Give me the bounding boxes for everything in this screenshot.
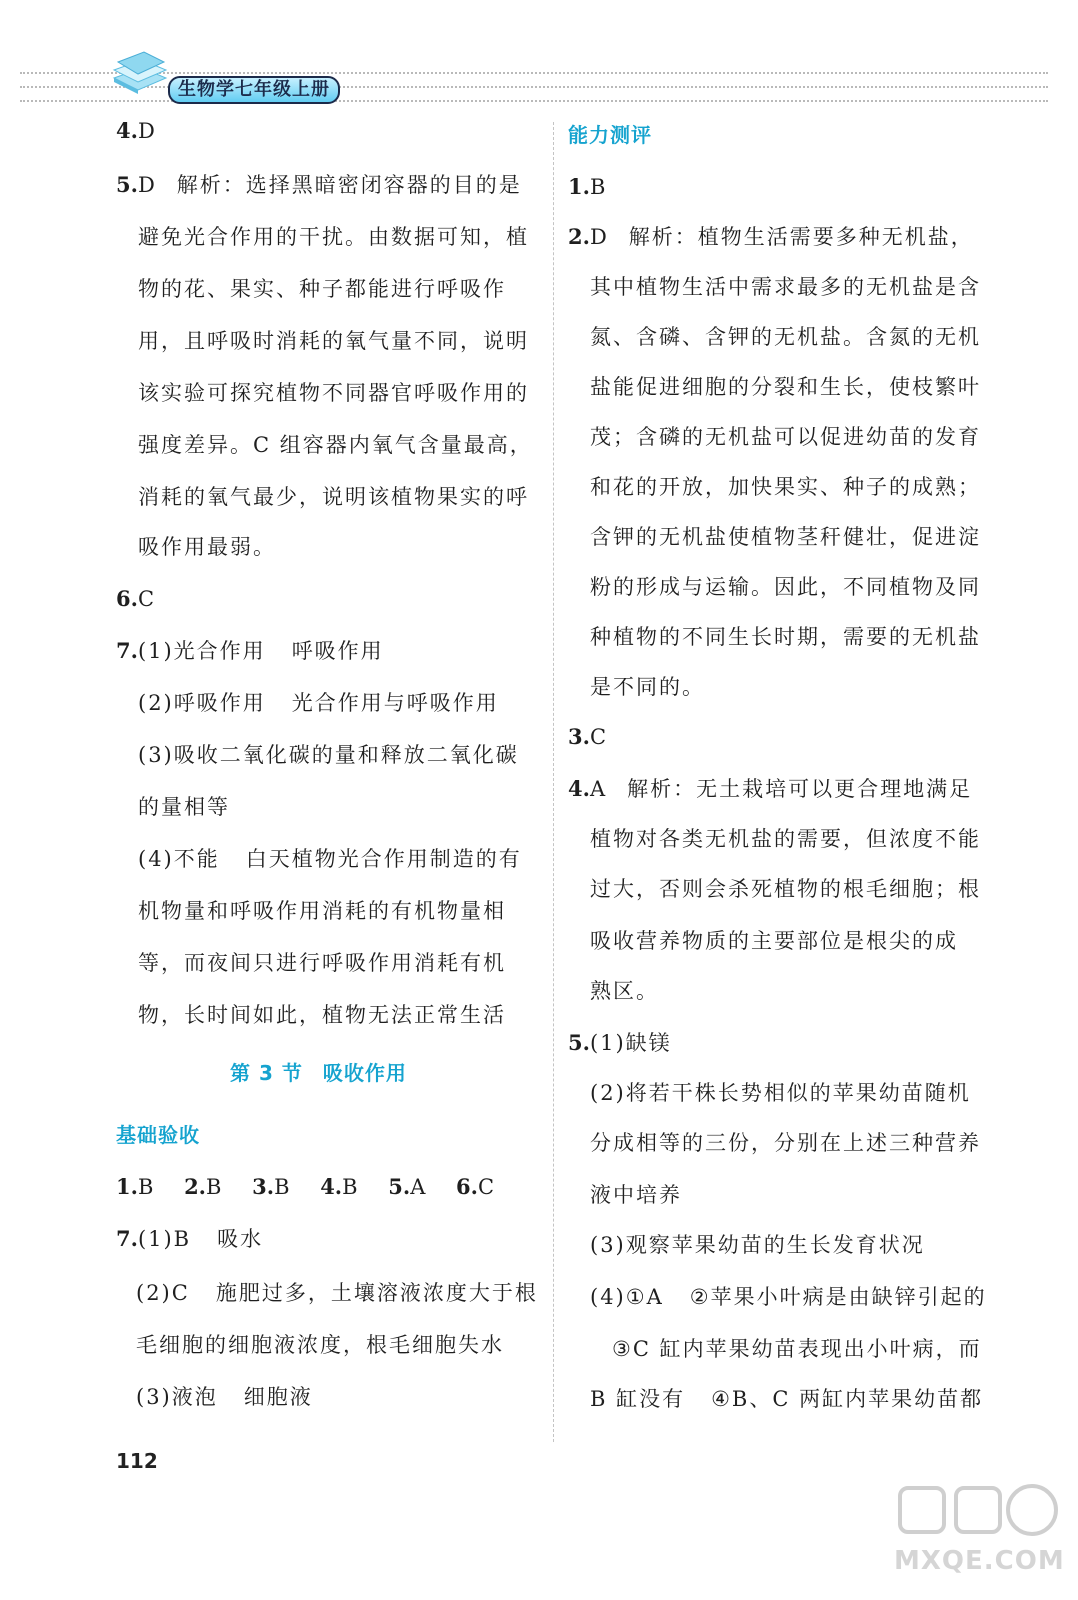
- answer-5-line: 强度差异。C 组容器内氧气含量最高，: [138, 433, 533, 457]
- right-answer-2: 2.D 解析：植物生活需要多种无机盐，: [568, 224, 974, 249]
- answer-7-part-1: 7.(1)光合作用 呼吸作用: [116, 638, 384, 663]
- watermark-logo-icon: [894, 1480, 1064, 1546]
- answer-7-part-2: (2)呼吸作用 光合作用与呼吸作用: [138, 691, 499, 715]
- right-answer-2-line: 粉的形成与运输。因此，不同植物及同: [590, 575, 981, 599]
- answer-5-line: 消耗的氧气最少，说明该植物果实的呼: [138, 485, 529, 509]
- answer-5-line: 避免光合作用的干扰。由数据可知，植: [138, 225, 529, 249]
- watermark: [894, 1480, 1064, 1590]
- right-answer-5-part-2-line: 液中培养: [590, 1183, 682, 1207]
- right-answer-2-line: 种植物的不同生长时期，需要的无机盐: [590, 625, 981, 649]
- answer-5-line: 物的花、果实、种子都能进行呼吸作: [138, 277, 506, 301]
- right-answer-2-line: 盐能促进细胞的分裂和生长，使枝繁叶: [590, 375, 981, 399]
- answer-5-line: 用，且呼吸时消耗的氧气量不同，说明: [138, 329, 529, 353]
- basic-answer-7-part-2-line: 毛细胞的细胞液浓度，根毛细胞失水: [136, 1333, 504, 1357]
- basic-answers-row: 1.B 2.B 3.B 4.B 5.A 6.C: [116, 1174, 497, 1199]
- right-answer-5-part-2: (2)将若干株长势相似的苹果幼苗随机: [590, 1081, 971, 1105]
- right-answer-4: 4.A 解析：无土栽培可以更合理地满足: [568, 776, 973, 801]
- right-answer-5-part-3: (3)观察苹果幼苗的生长发育状况: [590, 1233, 925, 1257]
- basic-answer-7-part-3: (3)液泡 细胞液: [136, 1385, 313, 1409]
- right-answer-1: 1.B: [568, 174, 608, 199]
- header-title: 生物学七年级上册: [168, 76, 340, 104]
- column-divider: [553, 122, 554, 1442]
- answer-7-part-3-line: 的量相等: [138, 795, 230, 819]
- right-answer-5-part-4-line: B 缸没有 ④B、C 两缸内苹果幼苗都: [590, 1387, 984, 1411]
- right-answer-2-line: 茂；含磷的无机盐可以促进幼苗的发育: [590, 425, 981, 449]
- answer-7-part-4-line: 物，长时间如此，植物无法正常生活: [138, 1003, 506, 1027]
- right-answer-3: 3.C: [568, 724, 609, 749]
- section-title: 第 3 节 吸收作用: [230, 1061, 407, 1085]
- page-number: 112: [116, 1449, 158, 1473]
- right-answer-2-line: 是不同的。: [590, 675, 705, 699]
- right-answer-4-line: 植物对各类无机盐的需要，但浓度不能: [590, 827, 981, 851]
- page-header: [0, 0, 1078, 120]
- answer-5-line: 该实验可探究植物不同器官呼吸作用的: [138, 381, 529, 405]
- right-answer-5-part-4: (4)①A ②苹果小叶病是由缺锌引起的: [590, 1285, 987, 1309]
- right-answer-2-line: 含钾的无机盐使植物茎秆健壮，促进淀: [590, 525, 981, 549]
- answer-5-line: 吸作用最弱。: [138, 535, 276, 559]
- answer-7-part-4-line: 机物量和呼吸作用消耗的有机物量相: [138, 899, 506, 923]
- answer-7-part-4-line: 等，而夜间只进行呼吸作用消耗有机: [138, 951, 506, 975]
- right-answer-5-part-4-line: ③C 缸内苹果幼苗表现出小叶病，而: [612, 1337, 982, 1361]
- answer-6: 6.C: [116, 586, 157, 611]
- right-answer-4-line: 过大，否则会杀死植物的根毛细胞；根: [590, 877, 981, 901]
- watermark-text: MXQE.COM: [894, 1546, 1065, 1576]
- book-stack-icon: [108, 48, 168, 98]
- right-answer-2-line: 和花的开放，加快果实、种子的成熟；: [590, 475, 981, 499]
- answer-5: 5.D 解析：选择黑暗密闭容器的目的是: [116, 172, 522, 197]
- right-answer-4-line: 吸收营养物质的主要部位是根尖的成: [590, 929, 958, 953]
- right-answer-5-part-2-line: 分成相等的三份，分别在上述三种营养: [590, 1131, 981, 1155]
- answer-7-part-3: (3)吸收二氧化碳的量和释放二氧化碳: [138, 743, 519, 767]
- right-answer-4-line: 熟区。: [590, 979, 659, 1003]
- answer-4: 4.D: [116, 118, 157, 143]
- header-dotted-line-top: [20, 72, 1048, 74]
- basic-answer-7-part-1: 7.(1)B 吸水: [116, 1226, 264, 1251]
- right-answer-2-line: 其中植物生活中需求最多的无机盐是含: [590, 275, 981, 299]
- right-answer-2-line: 氮、含磷、含钾的无机盐。含氮的无机: [590, 325, 981, 349]
- basic-check-heading: 基础验收: [116, 1123, 200, 1147]
- ability-test-heading: 能力测评: [568, 123, 652, 147]
- basic-answer-7-part-2: (2)C 施肥过多，土壤溶液浓度大于根: [136, 1281, 538, 1305]
- right-answer-5-part-1: 5.(1)缺镁: [568, 1030, 672, 1055]
- answer-7-part-4: (4)不能 白天植物光合作用制造的有: [138, 847, 522, 871]
